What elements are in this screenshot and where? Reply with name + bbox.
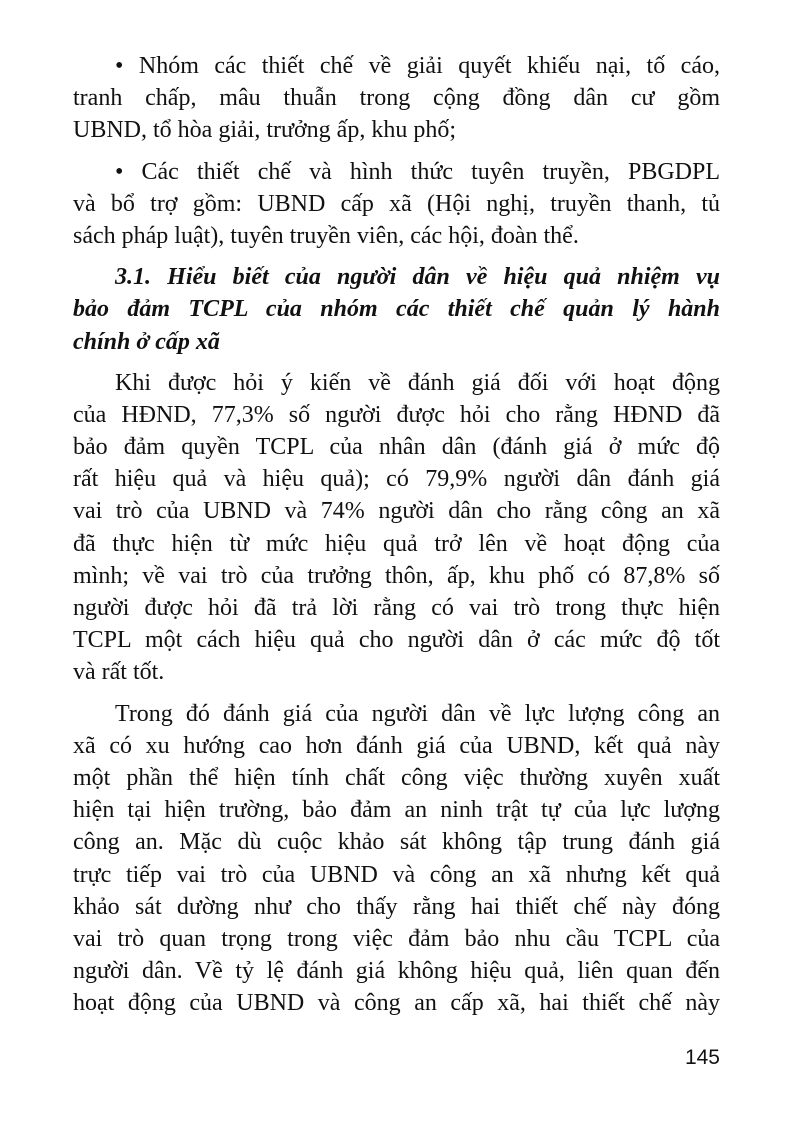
page-number: 145: [684, 1046, 720, 1069]
text-line: vai trò của UBND và 74% người dân cho rằng công an xã: [73, 498, 720, 525]
text-line: công an. Mặc dù cuộc khảo sát không tập trung đánh giá: [73, 829, 720, 856]
text-line: bảo đảm TCPL của nhóm các thiết chế quản lý hành: [73, 296, 720, 323]
text-line: sách pháp luật), tuyên truyền viên, các hội, đoàn thể.: [73, 222, 579, 249]
text-line: mình; về vai trò của trưởng thôn, ấp, khu phố có 87,8% số: [73, 562, 720, 589]
text-line: tranh chấp, mâu thuẫn trong cộng đồng dân cư gồm: [73, 85, 720, 112]
text-line: hoạt động của UBND và công an cấp xã, hai thiết chế này: [73, 990, 720, 1017]
bullet-item: [73, 156, 720, 253]
text-line: người được hỏi đã trả lời rằng có vai trò trong thực hiện: [73, 595, 720, 621]
text-line: đã thực hiện từ mức hiệu quả trở lên về hoạt động của: [73, 530, 720, 557]
text-line: TCPL một cách hiệu quả cho người dân ở các mức độ tốt: [73, 627, 720, 654]
paragraph: [73, 698, 720, 1020]
bullet-item: [73, 50, 720, 147]
text-line: chính ở cấp xã: [73, 328, 220, 355]
text-line: và rất tốt.: [73, 659, 165, 686]
text-line: 3.1. Hiểu biết của người dân về hiệu quả nhiệm vụ: [115, 264, 720, 291]
text-line: vai trò quan trọng trong việc đảm bảo nhu cầu TCPL của: [73, 925, 720, 952]
text-line: xã có xu hướng cao hơn đánh giá của UBND, kết quả này: [73, 732, 720, 759]
text-line: người dân. Về tỷ lệ đánh giá không hiệu quả, liên quan đến: [73, 958, 720, 985]
text-line: khảo sát dường như cho thấy rằng hai thiết chế này đóng: [73, 893, 720, 920]
text-line: và bổ trợ gồm: UBND cấp xã (Hội nghị, truyền thanh, tủ: [73, 190, 720, 217]
text-line: của HĐND, 77,3% số người được hỏi cho rằng HĐND đã: [73, 401, 720, 428]
text-line: Khi được hỏi ý kiến về đánh giá đối với hoạt động: [115, 369, 720, 396]
text-line: bảo đảm quyền TCPL của nhân dân (đánh giá ở mức độ: [73, 434, 720, 461]
text-line: • Nhóm các thiết chế về giải quyết khiếu nại, tố cáo,: [115, 53, 720, 79]
text-line: Trong đó đánh giá của người dân về lực lượng công an: [115, 700, 720, 727]
text-line: hiện tại hiện trường, bảo đảm an ninh trật tự của lực lượng: [73, 797, 720, 824]
section-heading: [73, 261, 720, 358]
paragraph: [73, 367, 720, 689]
page-body: [73, 50, 720, 1028]
text-line: rất hiệu quả và hiệu quả); có 79,9% người dân đánh giá: [73, 466, 720, 493]
text-line: UBND, tổ hòa giải, trưởng ấp, khu phố;: [73, 117, 456, 144]
text-line: • Các thiết chế và hình thức tuyên truyền, PBGDPL: [115, 158, 720, 185]
text-line: trực tiếp vai trò của UBND và công an xã nhưng kết quả: [73, 861, 720, 888]
text-line: một phần thể hiện tính chất công việc thường xuyên xuất: [73, 764, 720, 791]
